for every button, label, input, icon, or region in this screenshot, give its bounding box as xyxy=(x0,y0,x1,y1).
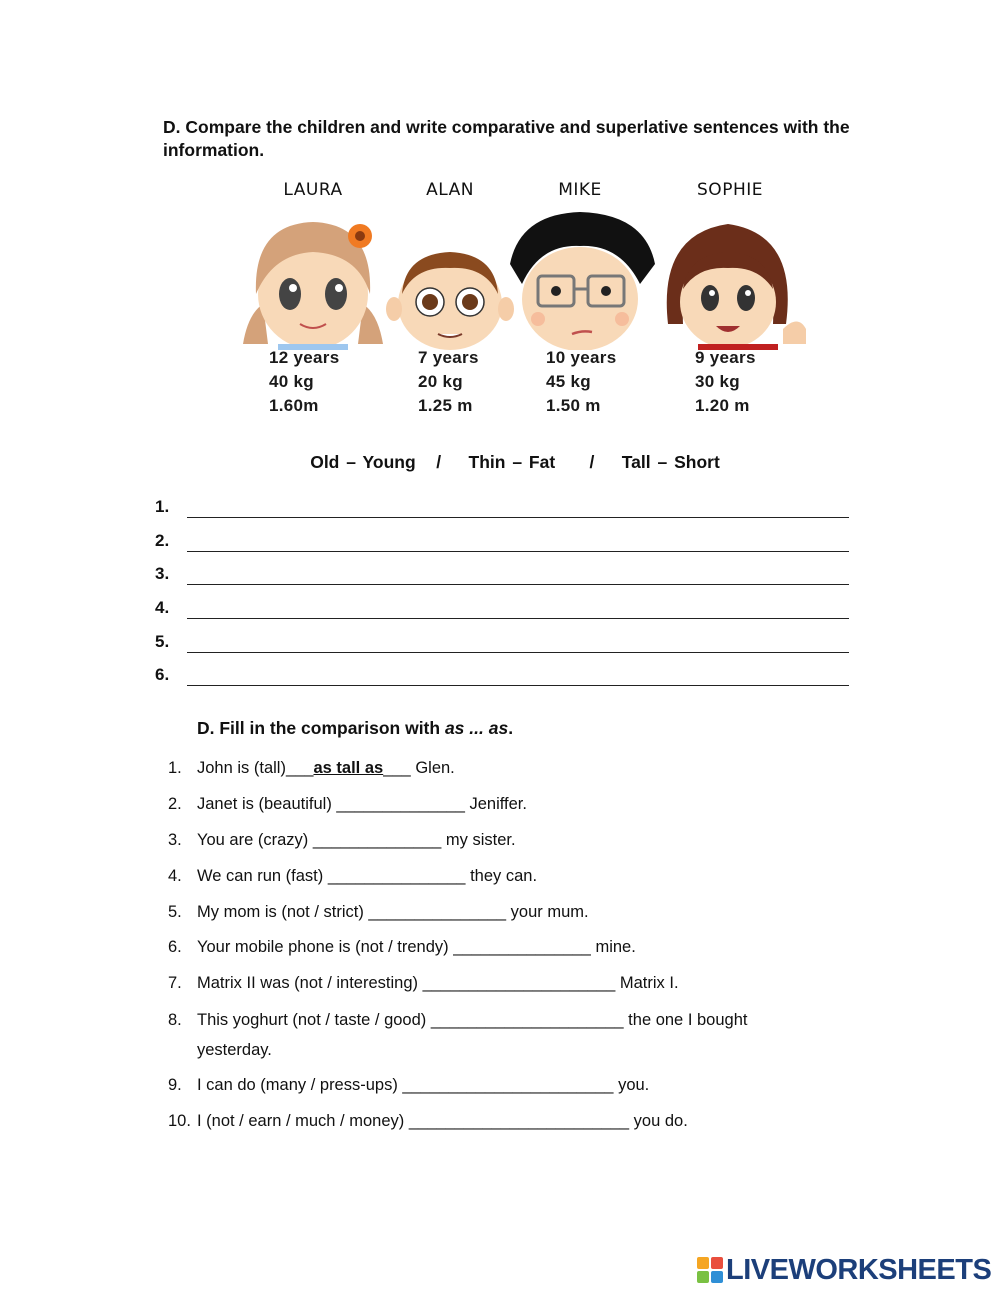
item-continuation: you do. xyxy=(629,1112,688,1130)
item-number: 7. xyxy=(168,974,182,992)
answer-blank[interactable] xyxy=(187,584,849,585)
blank-underscores: ___ xyxy=(285,759,314,777)
answer-line[interactable] xyxy=(155,497,855,521)
logo-text: LIVEWORKSHEETS xyxy=(726,1253,992,1286)
answer-blank[interactable] xyxy=(187,551,849,552)
item-continuation: the one I bought yesterday. xyxy=(197,1011,748,1059)
child-weight: 30 kg xyxy=(695,372,740,391)
sophie-face-image xyxy=(658,194,808,350)
answer-blank[interactable]: _____________________ xyxy=(422,974,616,992)
answer-blank[interactable] xyxy=(187,685,849,686)
answer-blank[interactable] xyxy=(187,517,849,518)
answer-line[interactable] xyxy=(155,564,855,588)
section-1-title: D. Compare the children and write comparative and superlative sentences with the information. xyxy=(163,117,850,160)
line-number: 1. xyxy=(155,497,170,516)
line-number: 6. xyxy=(155,665,170,684)
item-text xyxy=(197,932,827,962)
item-number: 5. xyxy=(168,903,182,921)
child-name: MIKE xyxy=(558,180,602,200)
item-text xyxy=(197,861,827,891)
item-text xyxy=(197,753,827,783)
item-continuation: mine. xyxy=(590,938,636,956)
item-text xyxy=(197,1106,827,1136)
item-prompt: John is (tall) xyxy=(197,759,286,777)
item-continuation: you. xyxy=(613,1076,650,1094)
child-height: 1.20 m xyxy=(695,396,750,415)
item-number: 1. xyxy=(168,759,182,777)
item-continuation: Jeniffer. xyxy=(464,795,527,813)
answer-blank[interactable]: ______________ xyxy=(312,831,442,849)
item-number: 6. xyxy=(168,938,182,956)
child-name: LAURA xyxy=(283,180,343,200)
child-height: 1.60m xyxy=(269,396,319,415)
answer-blank[interactable] xyxy=(187,618,849,619)
section-2-title-text: D. Fill in the comparison with xyxy=(197,718,445,738)
child-stats xyxy=(546,346,616,418)
child-age: 9 years xyxy=(695,348,756,367)
line-number: 4. xyxy=(155,598,170,617)
child-name: ALAN xyxy=(426,180,474,200)
child-age: 7 years xyxy=(418,348,479,367)
item-continuation: your mum. xyxy=(506,903,589,921)
answer-blank[interactable] xyxy=(187,652,849,653)
line-number: 3. xyxy=(155,564,170,583)
item-number: 9. xyxy=(168,1076,182,1094)
child-height: 1.50 m xyxy=(546,396,601,415)
child-weight: 40 kg xyxy=(269,372,314,391)
answer-blank[interactable]: _____________________ xyxy=(430,1011,624,1029)
child-stats xyxy=(695,346,756,418)
answer-line[interactable] xyxy=(155,665,855,689)
line-number: 5. xyxy=(155,632,170,651)
adjective-pairs: Old – Young / Thin – Fat / Tall – Short xyxy=(310,452,720,472)
answer-line[interactable] xyxy=(155,598,855,622)
children-illustration xyxy=(238,176,808,421)
answer-line[interactable] xyxy=(155,632,855,656)
child-weight: 20 kg xyxy=(418,372,463,391)
item-number: 10. xyxy=(168,1112,191,1130)
item-prompt: Matrix II was (not / interesting) xyxy=(197,974,423,992)
item-text xyxy=(197,897,827,927)
item-number: 2. xyxy=(168,795,182,813)
answer-blank[interactable]: _______________ xyxy=(327,867,466,885)
child-mike xyxy=(510,176,660,421)
answer-line[interactable] xyxy=(155,531,855,555)
item-number: 3. xyxy=(168,831,182,849)
blank-underscores: ___ xyxy=(383,759,411,777)
item-continuation: my sister. xyxy=(441,831,516,849)
child-alan xyxy=(380,176,530,421)
answer-blank[interactable]: _______________________ xyxy=(402,1076,614,1094)
answer-blank[interactable]: _______________ xyxy=(453,938,591,956)
child-weight: 45 kg xyxy=(546,372,591,391)
item-text xyxy=(197,789,827,819)
item-continuation: they can. xyxy=(465,867,538,885)
item-text xyxy=(197,825,827,855)
section-2-title xyxy=(197,718,513,739)
child-height: 1.25 m xyxy=(418,396,473,415)
liveworksheets-logo-icon xyxy=(697,1257,723,1283)
answer-blank[interactable]: ________________________ xyxy=(408,1112,630,1130)
item-prompt: This yoghurt (not / taste / good) xyxy=(197,1011,431,1029)
mike-face-image xyxy=(510,194,660,350)
section-2-title-end: . xyxy=(508,718,514,738)
item-text xyxy=(197,968,827,998)
child-stats xyxy=(418,346,479,418)
child-age: 12 years xyxy=(269,348,340,367)
laura-face-image xyxy=(238,194,388,350)
item-number: 4. xyxy=(168,867,182,885)
section-2-title-emphasis: as ... as xyxy=(444,718,509,738)
item-prompt: I can do (many / press-ups) xyxy=(197,1076,403,1094)
answer-blank[interactable]: _______________ xyxy=(368,903,507,921)
child-stats xyxy=(269,346,339,418)
item-number: 8. xyxy=(168,1011,182,1029)
child-age: 10 years xyxy=(546,348,617,367)
alan-face-image xyxy=(380,194,530,350)
example-answer: as tall as xyxy=(313,759,384,777)
item-prompt: Your mobile phone is (not / trendy) xyxy=(197,938,454,956)
liveworksheets-logo[interactable] xyxy=(697,1253,991,1287)
child-name: SOPHIE xyxy=(697,180,763,200)
item-continuation: Matrix I. xyxy=(615,974,679,992)
child-laura xyxy=(238,176,388,421)
line-number: 2. xyxy=(155,531,170,550)
item-prompt: Janet is (beautiful) xyxy=(197,795,337,813)
item-prompt: You are (crazy) xyxy=(197,831,313,849)
item-prompt: My mom is (not / strict) xyxy=(197,903,369,921)
item-text xyxy=(197,1005,797,1065)
child-sophie xyxy=(658,176,808,421)
answer-blank[interactable]: ______________ xyxy=(336,795,465,813)
item-prompt: I (not / earn / much / money) xyxy=(197,1112,409,1130)
item-text xyxy=(197,1070,827,1100)
item-continuation: Glen. xyxy=(410,759,455,777)
item-prompt: We can run (fast) xyxy=(197,867,328,885)
